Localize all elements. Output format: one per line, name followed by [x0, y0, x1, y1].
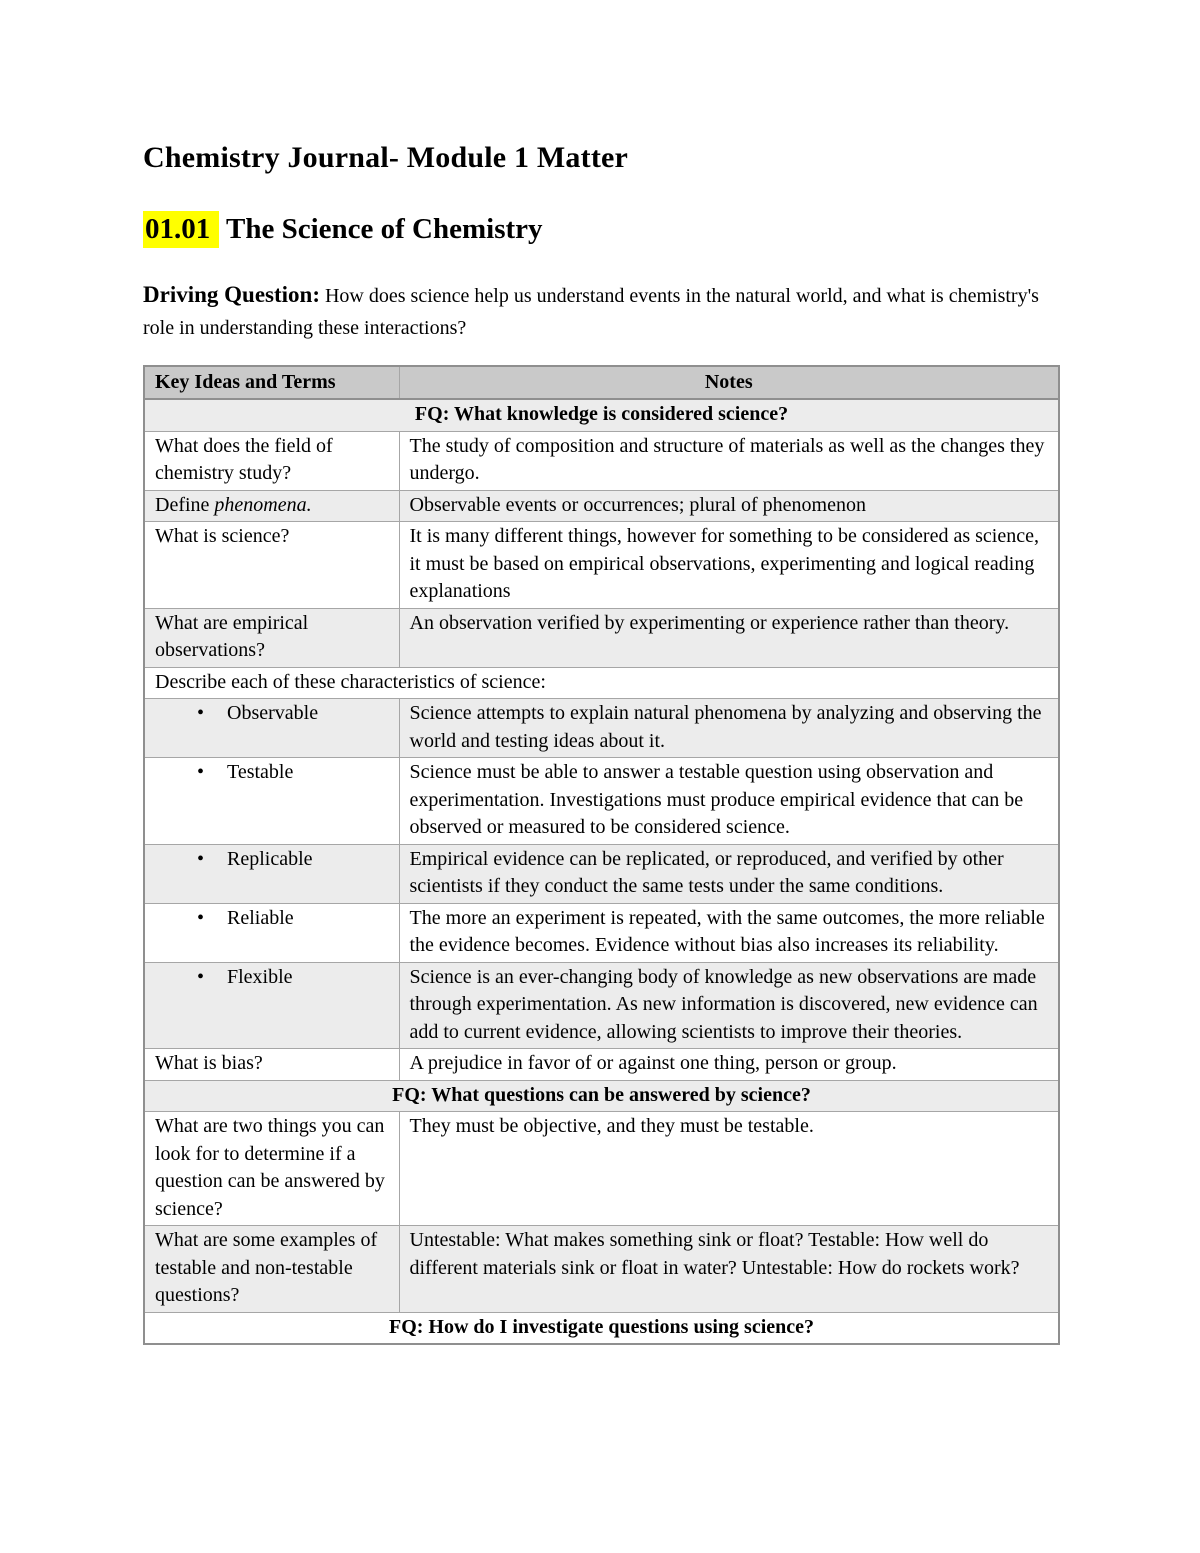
notes-cell: They must be objective, and they must be testable. — [399, 1112, 1059, 1226]
term-cell: What is science? — [144, 522, 399, 609]
table-row — [144, 699, 1059, 758]
term-cell: What are some examples of testable and non-testable questions? — [144, 1226, 399, 1313]
col-header-notes: Notes — [399, 366, 1059, 400]
table-row — [144, 608, 1059, 667]
notes-cell: Observable events or occurrences; plural of phenomenon — [399, 490, 1059, 522]
term-cell: What are empirical observations? — [144, 608, 399, 667]
focus-question-row — [144, 1312, 1059, 1344]
focus-question-cell: FQ: What knowledge is considered science? — [144, 399, 1059, 431]
term-cell — [144, 903, 399, 962]
section-title: The Science of Chemistry — [225, 213, 543, 245]
table-row — [144, 1226, 1059, 1313]
focus-question-row — [144, 399, 1059, 431]
notes-cell: Empirical evidence can be replicated, or reproduced, and verified by other scientists if they conduct the same tests under the same conditions. — [399, 844, 1059, 903]
bullet-icon: • — [197, 702, 205, 725]
driving-question-text: How does science help us understand events in the natural world, and what is chemistry's role in understanding these interactions? — [143, 284, 1039, 339]
term-label: Define — [155, 493, 215, 516]
table-row — [144, 490, 1059, 522]
table-row — [144, 1112, 1059, 1226]
term-italic: phenomena. — [214, 493, 312, 516]
page-title: Chemistry Journal- Module 1 Matter — [143, 141, 629, 174]
table-row — [144, 903, 1059, 962]
table-row — [144, 758, 1059, 845]
term-cell — [144, 699, 399, 758]
term-label: Testable — [227, 761, 294, 784]
term-label: Reliable — [227, 906, 294, 929]
bullet-icon: • — [197, 847, 205, 870]
table-row — [144, 1049, 1059, 1081]
bullet-icon: • — [197, 965, 205, 988]
term-cell: What are two things you can look for to determine if a question can be answered by science? — [144, 1112, 399, 1226]
term-label: Replicable — [227, 847, 313, 870]
section-heading — [143, 212, 1058, 247]
bullet-icon: • — [197, 906, 205, 929]
table-row — [144, 431, 1059, 490]
focus-question-row — [144, 1080, 1059, 1112]
term-cell: What does the field of chemistry study? — [144, 431, 399, 490]
section-number-highlight: 01.01 — [143, 211, 219, 248]
table-row — [144, 962, 1059, 1049]
notes-cell: The study of composition and structure of materials as well as the changes they undergo. — [399, 431, 1059, 490]
bullet-icon: • — [197, 761, 205, 784]
table-row — [144, 522, 1059, 609]
term-cell: What is bias? — [144, 1049, 399, 1081]
notes-cell: An observation verified by experimenting or experience rather than theory. — [399, 608, 1059, 667]
notes-table — [143, 365, 1060, 1346]
term-cell — [144, 490, 399, 522]
notes-cell: The more an experiment is repeated, with the same outcomes, the more reliable the evidence becomes. Evidence without bias also increases its reliability. — [399, 903, 1059, 962]
table-row — [144, 844, 1059, 903]
term-cell — [144, 758, 399, 845]
term-label: Flexible — [227, 965, 293, 988]
notes-cell: Untestable: What makes something sink or float? Testable: How well do different materials sink or float in water? Untestable: How do rockets work? — [399, 1226, 1059, 1313]
driving-question-label: Driving Question: — [143, 281, 320, 307]
term-cell — [144, 962, 399, 1049]
notes-cell: Science is an ever-changing body of knowledge as new observations are made through experimentation. As new information is discovered, new evidence can add to current evidence, allowing scientists to improve their theories. — [399, 962, 1059, 1049]
notes-cell: Science must be able to answer a testable question using observation and experimentation. Investigations must produce empirical evidence that can be observed or measured to be considered science. — [399, 758, 1059, 845]
notes-cell: It is many different things, however for something to be considered as science, it must be based on empirical observations, experimenting and logical reading explanations — [399, 522, 1059, 609]
table-header-row — [144, 366, 1059, 400]
focus-question-cell: FQ: What questions can be answered by science? — [144, 1080, 1059, 1112]
notes-cell: A prejudice in favor of or against one thing, person or group. — [399, 1049, 1059, 1081]
notes-table-body — [144, 399, 1059, 1344]
section-note-cell: Describe each of these characteristics of science: — [144, 667, 1059, 699]
notes-cell: Science attempts to explain natural phenomena by analyzing and observing the world and testing ideas about it. — [399, 699, 1059, 758]
focus-question-cell: FQ: How do I investigate questions using science? — [144, 1312, 1059, 1344]
term-cell — [144, 844, 399, 903]
driving-question — [143, 279, 1058, 344]
table-row — [144, 667, 1059, 699]
col-header-key-ideas: Key Ideas and Terms — [144, 366, 399, 400]
term-label: Observable — [227, 702, 319, 725]
